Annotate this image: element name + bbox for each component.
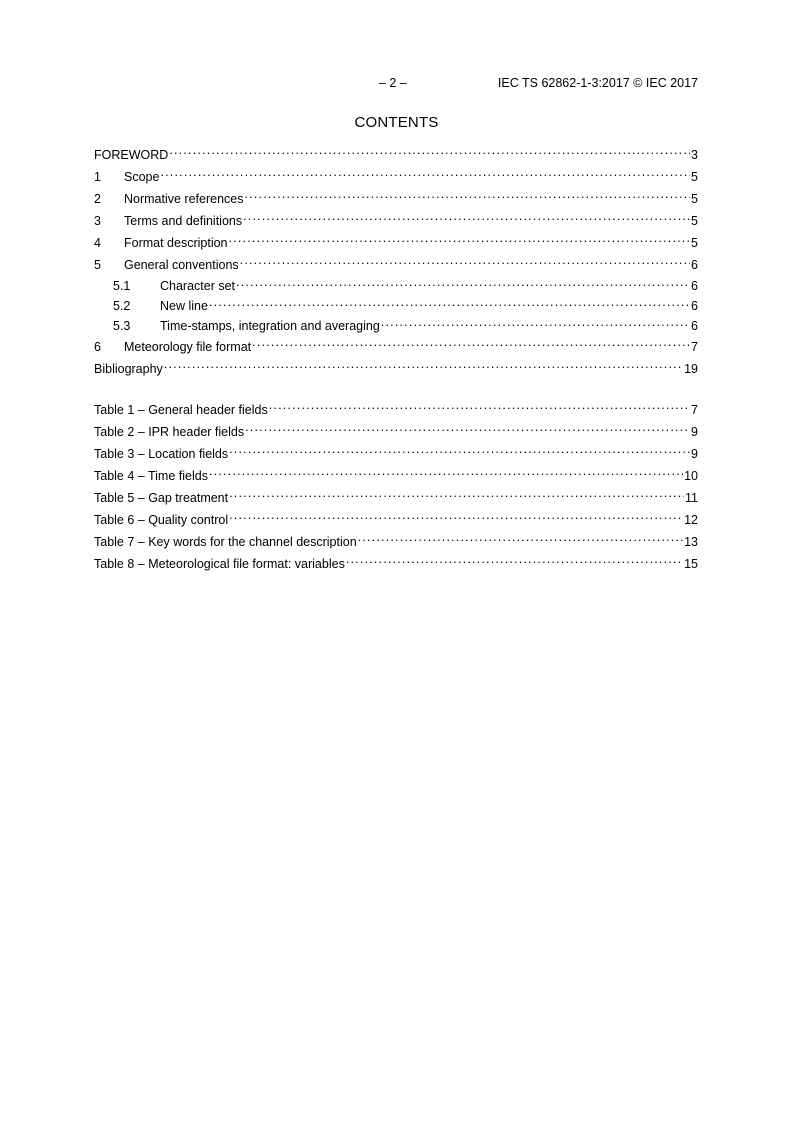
table-entry-title: Table 6 – Quality control (94, 513, 229, 527)
toc-entry-number: 5.3 (113, 319, 131, 333)
table-entry-page: 13 (684, 535, 698, 549)
table-entry-page: 12 (684, 513, 698, 527)
dot-leader (160, 167, 690, 181)
dot-leader (209, 466, 683, 480)
toc-entry-number: 5.2 (113, 299, 131, 313)
toc-entry-page: 5 (691, 236, 698, 250)
toc-entry-title: Format description (124, 236, 228, 250)
dot-leader (245, 189, 691, 203)
table-entry-title: Table 5 – Gap treatment (94, 491, 229, 505)
table-entry-8[interactable] (94, 553, 698, 575)
dot-leader (209, 296, 690, 310)
table-entry-title: Table 3 – Location fields (94, 447, 229, 461)
dot-leader (229, 488, 684, 502)
toc-entry-page: 5 (691, 214, 698, 228)
dot-leader (245, 422, 690, 436)
dot-leader (236, 276, 690, 290)
document-reference: IEC TS 62862-1-3:2017 © IEC 2017 (497, 76, 698, 90)
toc-entry-page: 5 (691, 192, 698, 206)
toc-entry-number: 2 (94, 192, 101, 206)
dot-leader (229, 233, 691, 247)
toc-entry-page: 7 (691, 340, 698, 354)
toc-entry-foreword[interactable] (94, 144, 698, 166)
toc-entry-format-description[interactable] (94, 232, 698, 254)
toc-entry-title: New line (160, 299, 208, 313)
table-entry-page: 11 (685, 491, 698, 505)
toc-entry-page: 3 (691, 148, 698, 162)
toc-entry-page: 6 (691, 258, 698, 272)
dot-leader (269, 400, 690, 414)
table-entry-title: Table 8 – Meteorological file format: variables (94, 557, 345, 571)
toc-entry-page: 6 (691, 299, 698, 313)
toc-entry-title: Meteorology file format (124, 340, 252, 354)
toc-entry-page: 19 (684, 362, 698, 376)
dot-leader (229, 510, 683, 524)
toc-entry-general-conventions[interactable] (94, 254, 698, 276)
table-entry-4[interactable] (94, 465, 698, 487)
table-entry-page: 7 (691, 403, 698, 417)
table-entry-6[interactable] (94, 509, 698, 531)
table-entry-title: Table 1 – General header fields (94, 403, 268, 417)
toc-entry-page: 6 (691, 319, 698, 333)
table-entry-title: Table 4 – Time fields (94, 469, 208, 483)
toc-entry-time-stamps[interactable] (94, 316, 698, 336)
toc-entry-scope[interactable] (94, 166, 698, 188)
table-entry-7[interactable] (94, 531, 698, 553)
toc-entry-number: 5.1 (113, 279, 131, 293)
contents-title: CONTENTS (354, 114, 439, 131)
toc-entry-number: 3 (94, 214, 101, 228)
dot-leader (169, 145, 690, 159)
toc-entry-character-set[interactable] (94, 276, 698, 296)
table-entry-page: 9 (691, 425, 698, 439)
dot-leader (164, 359, 683, 373)
dot-leader (252, 337, 690, 351)
table-entry-2[interactable] (94, 421, 698, 443)
dot-leader (358, 532, 683, 546)
toc-entry-title: Normative references (124, 192, 244, 206)
dot-leader (346, 554, 683, 568)
toc-entries (94, 144, 698, 380)
dot-leader (243, 211, 690, 225)
page-number: – 2 – (379, 76, 407, 90)
toc-entry-bibliography[interactable] (94, 358, 698, 380)
toc-entry-page: 6 (691, 279, 698, 293)
toc-entry-normative-references[interactable] (94, 188, 698, 210)
table-entry-5[interactable] (94, 487, 698, 509)
toc-entry-title: Bibliography (94, 362, 163, 376)
toc-entry-number: 1 (94, 170, 101, 184)
toc-entry-title: Time-stamps, integration and averaging (160, 319, 380, 333)
table-entry-page: 9 (691, 447, 698, 461)
page-header (96, 76, 698, 92)
toc-entry-title: General conventions (124, 258, 239, 272)
table-entry-1[interactable] (94, 399, 698, 421)
toc-entry-new-line[interactable] (94, 296, 698, 316)
dot-leader (229, 444, 690, 458)
toc-entry-page: 5 (691, 170, 698, 184)
toc-entry-title: Scope (124, 170, 160, 184)
toc-entry-title: Terms and definitions (124, 214, 243, 228)
toc-entry-meteorology-file-format[interactable] (94, 336, 698, 358)
table-entry-page: 15 (684, 557, 698, 571)
table-entry-3[interactable] (94, 443, 698, 465)
toc-entry-title: FOREWORD (94, 148, 169, 162)
toc-entry-title: Character set (160, 279, 236, 293)
dot-leader (381, 316, 690, 330)
table-entry-title: Table 2 – IPR header fields (94, 425, 245, 439)
dot-leader (240, 255, 690, 269)
list-of-tables (94, 399, 698, 575)
table-entry-title: Table 7 – Key words for the channel description (94, 535, 357, 549)
toc-entry-number: 5 (94, 258, 101, 272)
table-entry-page: 10 (684, 469, 698, 483)
toc-entry-terms-and-definitions[interactable] (94, 210, 698, 232)
toc-entry-number: 4 (94, 236, 101, 250)
toc-entry-number: 6 (94, 340, 101, 354)
